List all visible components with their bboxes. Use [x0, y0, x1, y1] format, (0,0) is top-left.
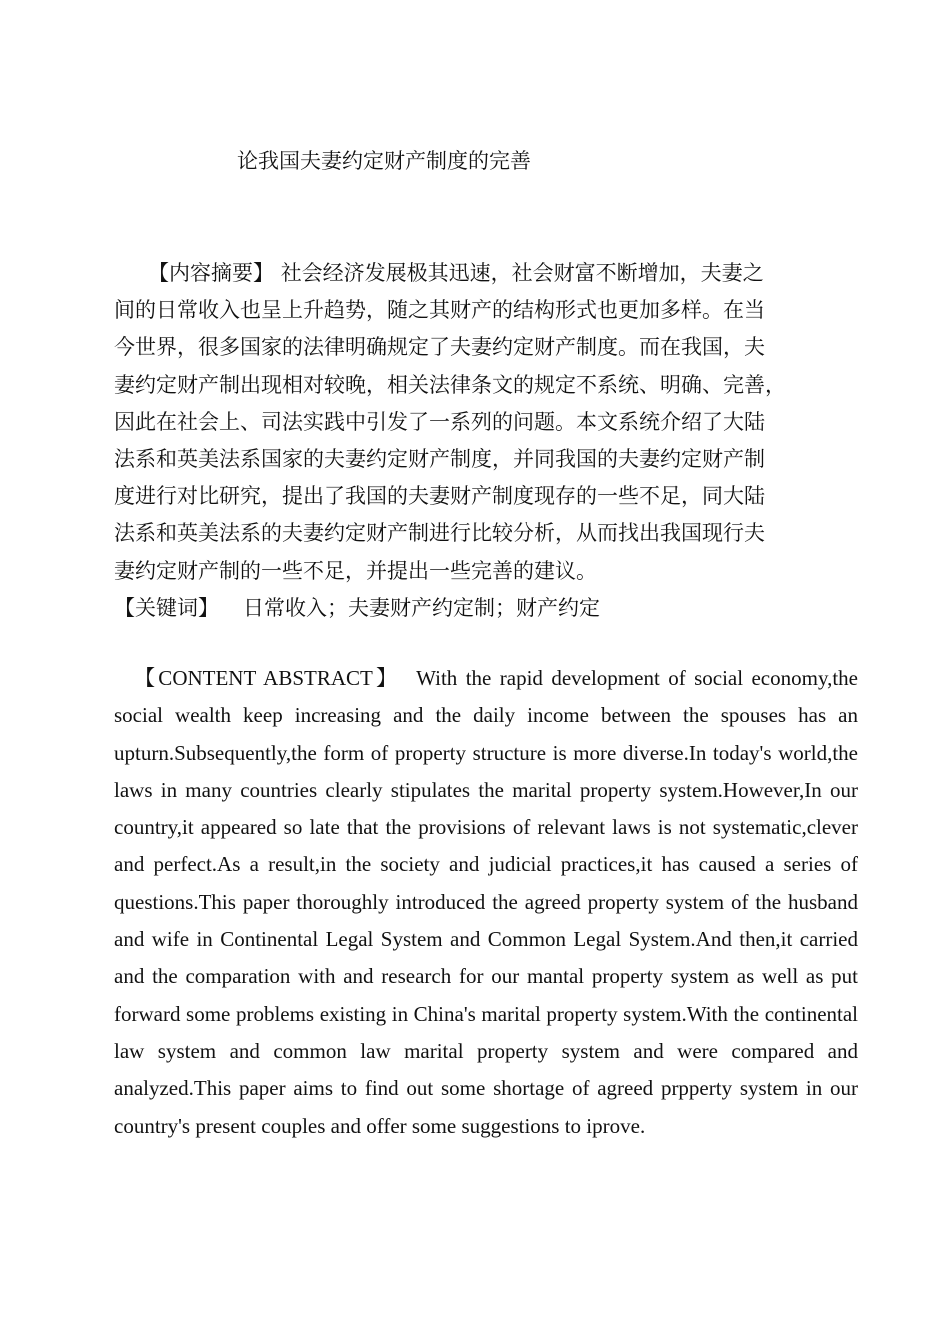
chinese-abstract-text: 社会经济发展极其迅速，社会财富不断增加，夫妻之 — [280, 261, 764, 285]
keywords-text: 日常收入；夫妻财产约定制；财产约定 — [243, 595, 600, 620]
keywords-label: 【关键词】 — [114, 595, 219, 620]
chinese-abstract-line — [114, 255, 834, 292]
english-abstract — [114, 660, 858, 1145]
english-abstract-label: 【CONTENT ABSTRACT】 — [131, 666, 401, 690]
keywords-line — [114, 590, 834, 627]
chinese-abstract-label: 【内容摘要】 — [148, 261, 274, 285]
chinese-abstract-line: 法系和英美法系的夫妻约定财产制进行比较分析，从而找出我国现行夫 — [114, 521, 765, 546]
chinese-abstract-line: 度进行对比研究，提出了我国的夫妻财产制度现存的一些不足，同大陆 — [114, 484, 765, 509]
chinese-abstract-line: 法系和英美法系国家的夫妻约定财产制度，并同我国的夫妻约定财产制 — [114, 446, 765, 471]
chinese-abstract-line: 妻约定财产制出现相对较晚，相关法律条文的规定不系统、明确、完善， — [114, 372, 786, 397]
page-title: 论我国夫妻约定财产制度的完善 — [237, 149, 531, 173]
chinese-abstract-line: 今世界，很多国家的法律明确规定了夫妻约定财产制度。而在我国，夫 — [114, 335, 765, 360]
chinese-abstract-line: 妻约定财产制的一些不足，并提出一些完善的建议。 — [114, 558, 597, 583]
chinese-abstract — [114, 255, 834, 627]
chinese-abstract-line: 因此在社会上、司法实践中引发了一系列的问题。本文系统介绍了大陆 — [114, 409, 765, 434]
english-abstract-text: With the rapid development of social economy,the social wealth keep increasing and the daily income between the spouses has an upturn.Subsequently,the form of property structure is more diverse.In today's world,the laws in many countries clearly stipulates the marital property system.However,In our country,it appeared so late that the provisions of relevant laws is not systematic,clever and perfect.As a result,in the society and judicial practices,it has caused a series of questions.This paper thoroughly introduced the agreed property system of the husband and wife in Continental Legal System and Common Legal System.And then,it carried and the comparation with and research for our mantal property system as well as put forward some problems existing in China's marital property system.With the continental law system and common law marital property system and were compared and analyzed.This paper aims to find out some shortage of agreed prpperty system in our country's present couples and offer some suggestions to iprove. — [114, 666, 858, 1138]
chinese-abstract-line: 间的日常收入也呈上升趋势，随之其财产的结构形式也更加多样。在当 — [114, 298, 765, 323]
